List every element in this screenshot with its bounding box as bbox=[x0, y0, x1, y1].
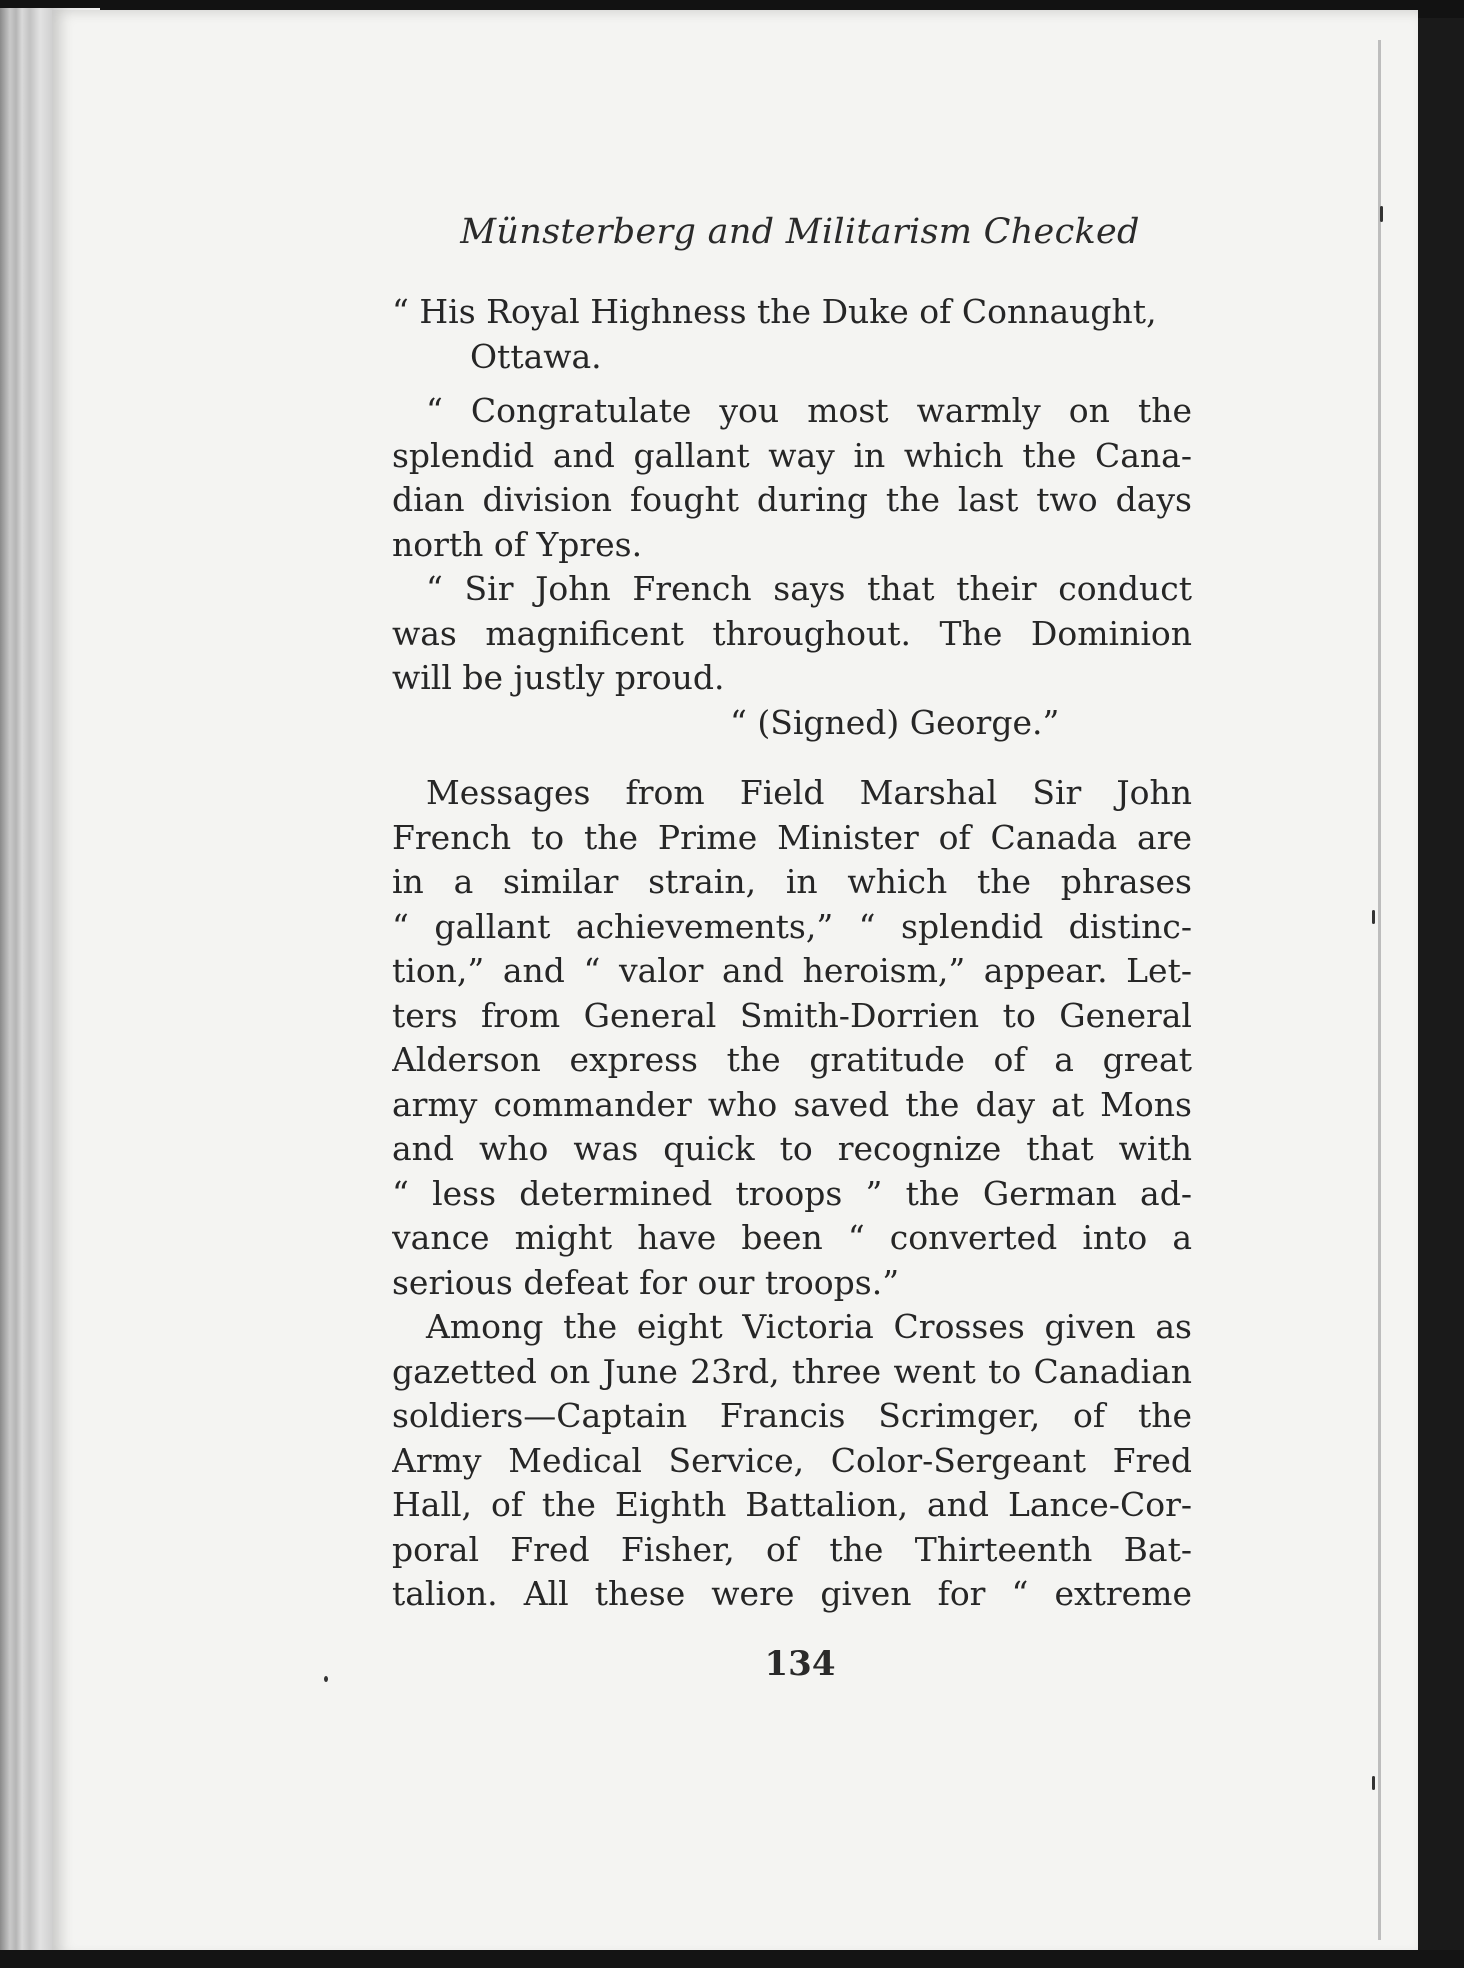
dust-speck bbox=[1372, 1776, 1375, 1790]
dust-speck bbox=[1380, 206, 1383, 222]
signature: “ (Signed) George.” bbox=[730, 702, 1060, 742]
paragraph-line: “ gallant achievements,” “ splendid distinc- bbox=[392, 906, 1192, 946]
telegram-line: splendid and gallant way in which the Cana- bbox=[392, 435, 1192, 475]
paragraph-line: Among the eight Victoria Crosses given as bbox=[426, 1307, 1192, 1346]
paragraph-line: in a similar strain, in which the phrases bbox=[392, 862, 1192, 901]
telegram-line: will be justly proud. bbox=[392, 658, 725, 697]
page-right-edge bbox=[1378, 40, 1381, 1940]
paragraph-line: soldiers—Captain Francis Scrimger, of the bbox=[392, 1396, 1192, 1435]
address-line: Ottawa. bbox=[470, 336, 602, 376]
paragraph-line: vance might have been “ converted into a bbox=[392, 1218, 1192, 1257]
paragraph-line: “ less determined troops ” the German ad- bbox=[392, 1173, 1192, 1213]
paragraph-line: gazetted on June 23rd, three went to Canadian bbox=[392, 1351, 1192, 1391]
telegram-line: was magnificent throughout. The Dominion bbox=[392, 613, 1192, 653]
telegram-line: north of Ypres. bbox=[392, 524, 643, 564]
spacer bbox=[392, 745, 1192, 771]
page-body bbox=[392, 290, 1192, 1617]
paragraph-line: ters from General Smith-Dorrien to General bbox=[392, 995, 1192, 1035]
telegram-line: dian division fought during the last two days bbox=[392, 480, 1192, 519]
dust-speck bbox=[324, 1676, 328, 1682]
telegram-line: “ Sir John French says that their conduct bbox=[426, 569, 1192, 608]
paragraph-line: and who was quick to recognize that with bbox=[392, 1129, 1192, 1168]
spacer bbox=[392, 379, 1192, 389]
paragraph-line: tion,” and “ valor and heroism,” appear. Let- bbox=[392, 951, 1192, 990]
paragraph-line: Alderson express the gratitude of a great bbox=[392, 1040, 1192, 1079]
telegram-line: “ Congratulate you most warmly on the bbox=[426, 391, 1192, 430]
paragraph-line: talion. All these were given for “ extreme bbox=[392, 1574, 1192, 1613]
paragraph-line: French to the Prime Minister of Canada are bbox=[392, 817, 1192, 857]
dust-speck bbox=[1372, 910, 1375, 924]
paragraph-line: Army Medical Service, Color-Sergeant Fred bbox=[392, 1440, 1192, 1480]
address-line: “ His Royal Highness the Duke of Connaught, bbox=[392, 292, 1157, 331]
scan-border-bottom bbox=[0, 1950, 1464, 1968]
running-head: Münsterberg and Militarism Checked bbox=[460, 212, 1140, 252]
paragraph-line: Messages from Field Marshal Sir John bbox=[426, 773, 1192, 812]
paragraph-line: Hall, of the Eighth Battalion, and Lance-Cor- bbox=[392, 1485, 1192, 1524]
paragraph-line: serious defeat for our troops.” bbox=[392, 1262, 900, 1302]
page-number: 134 bbox=[764, 1644, 836, 1684]
paragraph-line: army commander who saved the day at Mons bbox=[392, 1084, 1192, 1124]
paragraph-line: poral Fred Fisher, of the Thirteenth Bat- bbox=[392, 1529, 1192, 1569]
